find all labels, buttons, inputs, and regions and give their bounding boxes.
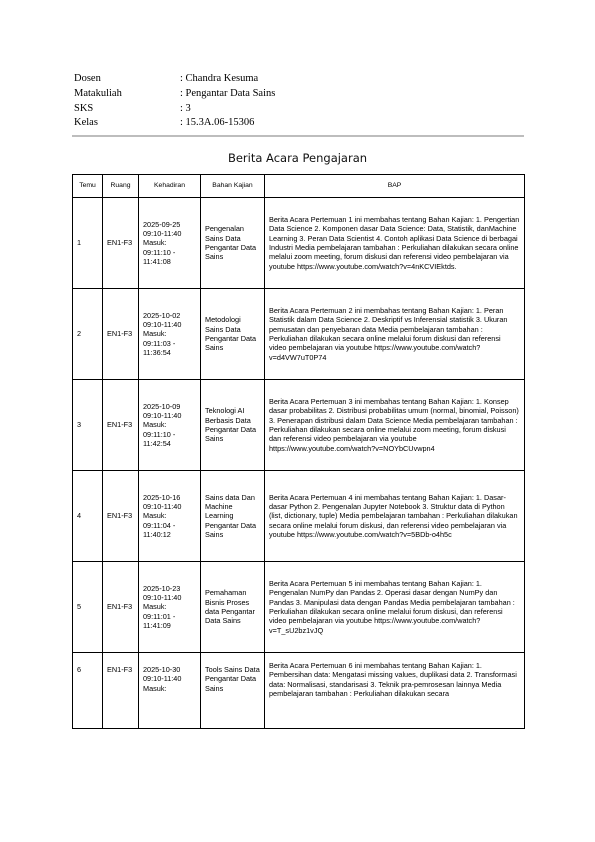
table-row (73, 380, 525, 471)
info-row-kelas (74, 116, 275, 131)
info-row-matakuliah (74, 87, 275, 102)
table-row (73, 198, 525, 289)
cell-bap: Berita Acara Pertemuan 4 ini membahas tentang Bahan Kajian: 1. Dasar-dasar Python 2. Pengenalan Jupyter Notebook 3. Struktur data di Python (list, dictionary, tuple) Media pembelajaran tambahan : Perkuliahan dilakukan secara online melalui forum diskusi, dan referensi video pembelajaran via youtube https://www.youtube.com/watch?v=5BDb-o4h5c (265, 471, 525, 562)
cell-bahan-kajian: Metodologi Sains Data Pengantar Data Sains (201, 289, 265, 380)
info-row-sks (74, 102, 275, 117)
header-ruang: Ruang (103, 175, 139, 198)
info-label: Matakuliah (74, 87, 122, 99)
info-value: : 15.3A.06-15306 (180, 117, 255, 129)
course-info (74, 72, 275, 131)
info-value: : Pengantar Data Sains (180, 87, 276, 99)
cell-temu: 1 (73, 198, 103, 289)
cell-temu: 2 (73, 289, 103, 380)
info-value: : Chandra Kesuma (180, 73, 259, 84)
cell-ruang: EN1-F3 (103, 471, 139, 562)
header-temu: Temu (73, 175, 103, 198)
info-label: Kelas (74, 117, 98, 129)
info-label: SKS (74, 102, 94, 114)
cell-bahan-kajian: Pemahaman Bisnis Proses data Pengantar Data Sains (201, 562, 265, 653)
table-row (73, 289, 525, 380)
cell-ruang: EN1-F3 (103, 289, 139, 380)
header-bap: BAP (265, 175, 525, 198)
divider (72, 135, 524, 137)
info-row-dosen (74, 72, 275, 87)
cell-temu: 3 (73, 380, 103, 471)
cell-ruang: EN1-F3 (103, 562, 139, 653)
cell-ruang: EN1-F3 (103, 380, 139, 471)
cell-ruang: EN1-F3 (103, 198, 139, 289)
table-row (73, 562, 525, 653)
cell-bahan-kajian: Tools Sains Data Pengantar Data Sains (201, 653, 265, 729)
cell-kehadiran: 2025-09-25 09:10-11:40 Masuk: 09:11:10 - 11:41:08 (139, 198, 201, 289)
cell-kehadiran: 2025-10-23 09:10-11:40 Masuk: 09:11:01 - 11:41:09 (139, 562, 201, 653)
cell-temu: 6 (73, 653, 103, 729)
cell-kehadiran: 2025-10-30 09:10-11:40 Masuk: (139, 653, 201, 729)
cell-kehadiran: 2025-10-02 09:10-11:40 Masuk: 09:11:03 - 11:36:54 (139, 289, 201, 380)
header-bahan-kajian: Bahan Kajian (201, 175, 265, 198)
cell-bap: Berita Acara Pertemuan 1 ini membahas tentang Bahan Kajian: 1. Pengertian Data Science 2. Komponen dasar Data Science: Data, Statistik, danMachine Learning 3. Peran Data Scientist 4. Contoh aplikasi Data Science di berbagai Industri Media pembelajaran tambahan : Perkuliahan dilakukan secara online melalui zoom meeting, forum diskusi dan referensi video pembelajaran via youtube https://www.youtube.com/watch?v=4nKCVIEktds. (265, 198, 525, 289)
bap-table (72, 174, 525, 729)
header-kehadiran: Kehadiran (139, 175, 201, 198)
cell-bahan-kajian: Sains data Dan Machine Learning Pengantar Data Sains (201, 471, 265, 562)
cell-temu: 5 (73, 562, 103, 653)
info-label: Dosen (74, 73, 101, 84)
cell-bahan-kajian: Pengenalan Sains Data Pengantar Data Sains (201, 198, 265, 289)
cell-ruang: EN1-F3 (103, 653, 139, 729)
table-row (73, 471, 525, 562)
cell-bap: Berita Acara Pertemuan 6 ini membahas tentang Bahan Kajian: 1. Pembersihan data: Mengatasi missing values, duplikasi data 2. Transformasi data: Normalisasi, standarisasi 3. Teknik pra-pemrosesan lainnya Media pembelajaran tambahan : Perkuliahan dilakukan secara (265, 653, 525, 729)
cell-bap: Berita Acara Pertemuan 2 ini membahas tentang Bahan Kajian: 1. Peran Statistik dalam Data Science 2. Deskriptif vs Inferensial statistik 3. Ukuran pemusatan dan penyebaran data Media pembelajaran tambahan : Perkuliahan dilakukan secara online melalui forum diskusi dan referensi video pembelajaran via youtube https://www.youtube.com/watch?v=d4VW7uT0P74 (265, 289, 525, 380)
cell-kehadiran: 2025-10-16 09:10-11:40 Masuk: 09:11:04 - 11:40:12 (139, 471, 201, 562)
page-title: Berita Acara Pengajaran (227, 151, 368, 165)
info-value: : 3 (180, 102, 191, 114)
cell-kehadiran: 2025-10-09 09:10-11:40 Masuk: 09:11:10 - 11:42:54 (139, 380, 201, 471)
cell-bahan-kajian: Teknologi AI Berbasis Data Pengantar Data Sains (201, 380, 265, 471)
table-header-row (73, 175, 525, 198)
cell-temu: 4 (73, 471, 103, 562)
table-row (73, 653, 525, 729)
cell-bap: Berita Acara Pertemuan 3 ini membahas tentang Bahan Kajian: 1. Konsep dasar probabilitas 2. Distribusi probabilitas umum (normal, binomial, Poisson) 3. Penerapan distribusi dalam Data Science Media pembelajaran tambahan : Perkuliahan dilakukan secara online melalui zoom meeting, forum diskusi dan referensi video pembelajaran via youtube https://www.youtube.com/watch?v=NOYbCUvwpn4 (265, 380, 525, 471)
cell-bap: Berita Acara Pertemuan 5 ini membahas tentang Bahan Kajian: 1. Pengenalan NumPy dan Pandas 2. Operasi dasar dengan NumPy dan Pandas 3. Manipulasi data dengan Pandas Media pembelajaran tambahan : Perkuliahan dilakukan secara online melalui forum diskusi, dan referensi video pembelajaran via youtube https://www.youtube.com/watch?v=T_sU2bz1vJQ (265, 562, 525, 653)
